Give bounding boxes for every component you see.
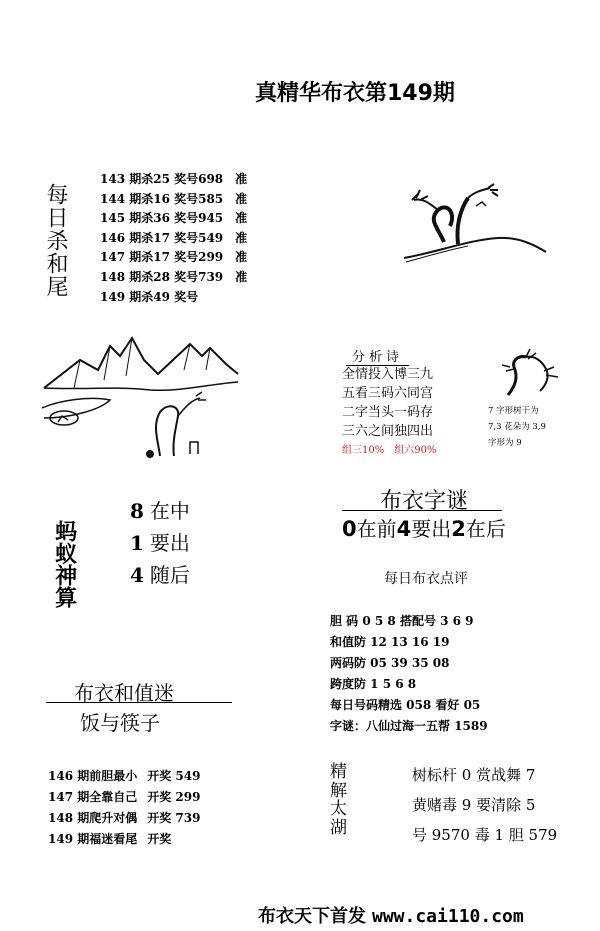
divider [342, 510, 502, 511]
taihu-list [412, 760, 557, 850]
taihu-label: 精解太湖 [330, 762, 347, 839]
shape-hint: 7 字形树干为 7,3 花朵为 3,9 字形为 9 [488, 406, 546, 448]
footer-text: 布衣天下首发 [258, 906, 366, 927]
ant-calc-lines [130, 495, 190, 591]
poem-block [342, 365, 446, 460]
list-item: 每日号码精选 058 看好 05 [330, 698, 481, 712]
list-item: 143 期杀25 奖号698 准 [100, 172, 248, 186]
list-item: 树标杆 0 赏战舞 7 [412, 766, 536, 784]
list-item: 黄赌毒 9 要清除 5 [412, 796, 536, 814]
riddle-title: 布衣字谜 [380, 489, 469, 514]
list-item: 146 期杀17 奖号549 准 [100, 230, 248, 245]
poem-line: 二字当头一码存 [342, 405, 434, 420]
divider [46, 702, 232, 703]
list-item: 1 要出 [130, 531, 190, 555]
list-item: 8 在中 [130, 499, 190, 523]
sum-riddle-answer: 饭与筷子 [80, 711, 160, 735]
tree-sketch [398, 180, 548, 270]
sum-riddle-list [48, 766, 200, 850]
list-item: 两码防 05 39 35 08 [330, 656, 450, 670]
list-item: 148 期杀28 奖号739 准 [100, 269, 248, 284]
poem-line: 全情投入博三九 [342, 367, 434, 382]
list-item: 4 随后 [130, 563, 190, 587]
poem-line: 三六之间独四出 [342, 424, 434, 439]
list-item: 144 期杀16 奖号585 准 [100, 191, 248, 206]
daily-kill-list [100, 170, 247, 307]
list-item: 147 期杀17 奖号299 准 [100, 250, 248, 265]
small-tree-sketch [488, 345, 568, 400]
list-item: 146 期前胆最小 开奖 549 [48, 769, 201, 783]
poem-ratio: 组三10% 组六90% [342, 445, 437, 456]
mountain-sketch [40, 330, 240, 465]
riddle-answer: 0在前4要出2在后 [342, 517, 506, 541]
footer [258, 902, 524, 928]
list-item: 号 9570 毒 1 胆 579 [412, 826, 558, 844]
review-list [330, 611, 488, 737]
list-item: 149 期杀49 奖号 [100, 289, 199, 304]
review-title: 每日布衣点评 [384, 571, 468, 587]
daily-kill-label: 每日杀和尾 [43, 183, 68, 298]
page-title: 真精华布衣第149期 [255, 81, 455, 106]
list-item: 跨度防 1 5 6 8 [330, 677, 417, 691]
list-item: 147 期全靠自己 开奖 299 [48, 790, 201, 804]
footer-url[interactable]: www.cai110.com [372, 906, 524, 927]
list-item: 胆 码 0 5 8 搭配号 3 6 9 [330, 614, 474, 628]
list-item: 148 期爬升对偶 开奖 739 [48, 811, 201, 825]
sum-riddle-title: 布衣和值迷 [74, 681, 174, 705]
list-item: 和值防 12 13 16 19 [330, 635, 450, 649]
list-item: 149 期福迷看尾 开奖 [48, 832, 172, 846]
list-item: 字谜：八仙过海一五帮 1589 [330, 719, 488, 733]
list-item: 145 期杀36 奖号945 准 [100, 211, 248, 226]
poem-title: 分析诗 [346, 346, 409, 366]
ant-calc-label: 蚂蚁神算 [51, 520, 78, 608]
poem-line: 五看三码六同宫 [342, 386, 434, 401]
